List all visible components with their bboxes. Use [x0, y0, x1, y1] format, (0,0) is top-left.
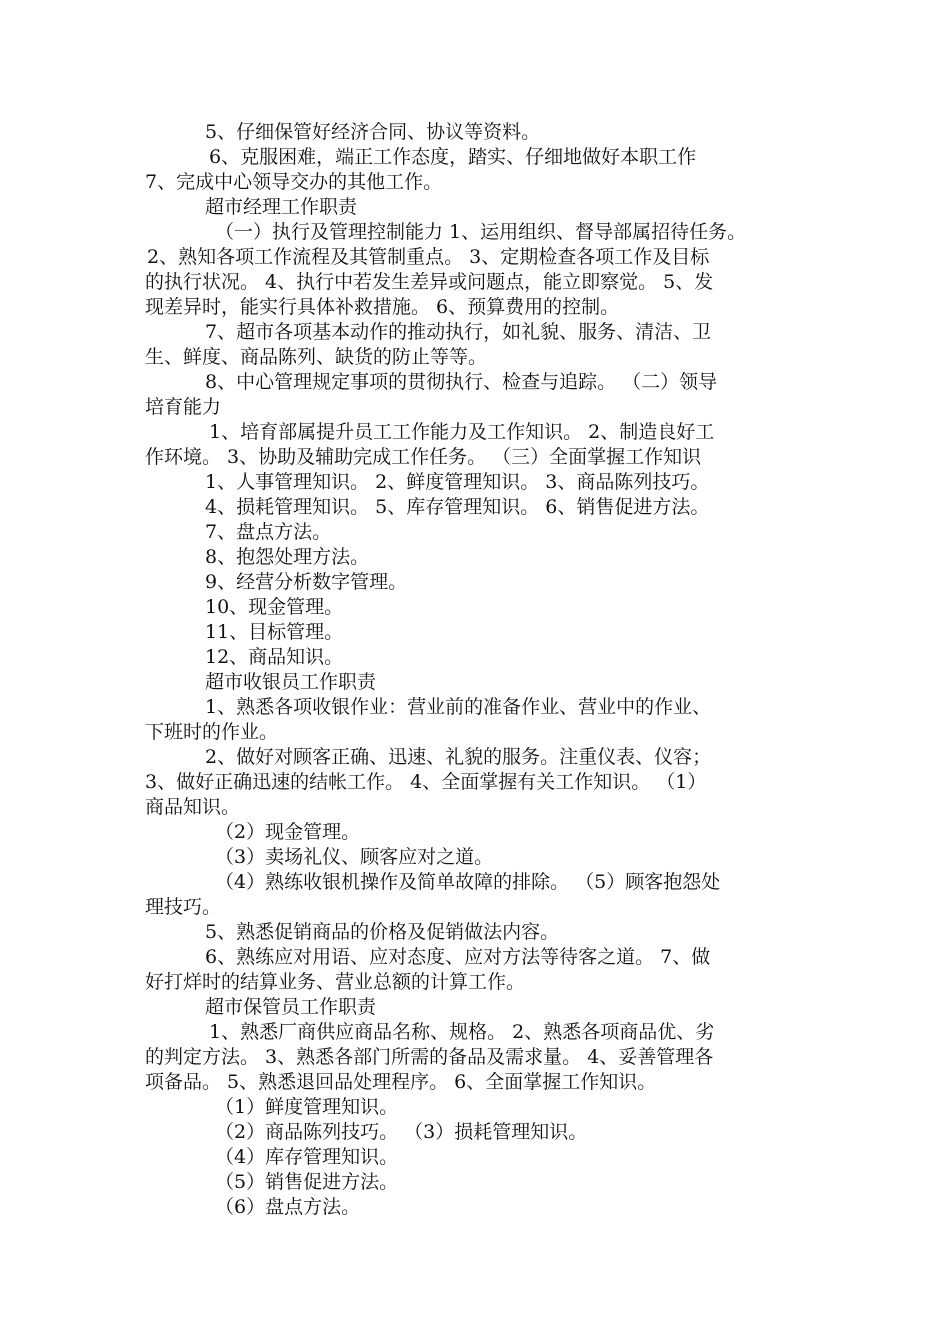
text-line: 1、培育部属提升员工工作能力及工作知识。 2、制造良好工: [209, 421, 715, 443]
text-line: 好打烊时的结算业务、营业总额的计算工作。: [145, 971, 526, 993]
text-line: 的判定方法。 3、熟悉各部门所需的备品及需求量。 4、妥善管理各: [145, 1046, 714, 1068]
text-line: （2）商品陈列技巧。 （3）损耗管理知识。: [215, 1121, 588, 1143]
text-line: （4）熟练收银机操作及简单故障的排除。 （5）顾客抱怨处: [215, 871, 721, 893]
text-line: 项备品。 5、熟悉退回品处理程序。 6、全面掌握工作知识。: [145, 1071, 657, 1093]
text-line: （3）卖场礼仪、顾客应对之道。: [215, 846, 494, 868]
text-line: 12、商品知识。: [205, 646, 344, 668]
text-line: （6）盘点方法。: [215, 1196, 361, 1218]
text-line: （2）现金管理。: [215, 821, 361, 843]
text-line: 7、完成中心领导交办的其他工作。: [145, 171, 443, 193]
text-line: 10、现金管理。: [205, 596, 344, 618]
text-line: 2、熟知各项工作流程及其管制重点。 3、定期检查各项工作及目标: [147, 246, 710, 268]
text-line: （一）执行及管理控制能力 1、运用组织、督导部属招待任务。: [215, 221, 747, 243]
text-line: 2、做好对顾客正确、迅速、礼貌的服务。注重仪表、仪容；: [205, 746, 712, 768]
text-line: 作环境。 3、协助及辅助完成工作任务。 （三）全面掌握工作知识: [145, 446, 702, 468]
text-line: 6、克服困难，端正工作态度，踏实、仔细地做好本职工作: [209, 146, 697, 168]
text-line: 5、熟悉促销商品的价格及促销做法内容。: [205, 921, 560, 943]
text-line: 下班时的作业。: [145, 721, 279, 743]
text-line: 的执行状况。 4、执行中若发生差异或问题点，能立即察觉。 5、发: [145, 271, 714, 293]
text-line: 8、中心管理规定事项的贯彻执行、检查与追踪。 （二）领导: [205, 371, 718, 393]
text-line: 7、超市各项基本动作的推动执行，如礼貌、服务、清洁、卫: [205, 321, 712, 343]
text-line: 生、鲜度、商品陈列、缺货的防止等等。: [145, 346, 488, 368]
text-line: 商品知识。: [145, 796, 241, 818]
text-line: 1、人事管理知识。 2、鲜度管理知识。 3、商品陈列技巧。: [205, 471, 710, 493]
text-line: 培育能力: [145, 396, 222, 418]
text-line: 1、熟悉各项收银作业：营业前的准备作业、营业中的作业、: [205, 696, 712, 718]
text-line: 5、仔细保管好经济合同、协议等资料。: [205, 121, 541, 143]
text-line: 8、抱怨处理方法。: [205, 546, 370, 568]
text-line: 3、做好正确迅速的结帐工作。 4、全面掌握有关工作知识。 （1）: [145, 771, 707, 793]
text-line: 超市保管员工作职责: [205, 996, 377, 1018]
text-line: 现差异时，能实行具体补救措施。 6、预算费用的控制。: [145, 296, 620, 318]
text-line: 11、目标管理。: [205, 621, 344, 643]
text-line: 1、熟悉厂商供应商品名称、规格。 2、熟悉各项商品优、劣: [209, 1021, 715, 1043]
text-line: 理技巧。: [145, 896, 222, 918]
text-line: 超市收银员工作职责: [205, 671, 377, 693]
text-line: （4）库存管理知识。: [215, 1146, 399, 1168]
text-line: （5）销售促进方法。: [215, 1171, 399, 1193]
text-line: 6、熟练应对用语、应对态度、应对方法等待客之道。 7、做: [205, 946, 711, 968]
text-line: 7、盘点方法。: [205, 521, 332, 543]
document-body: [145, 120, 813, 1220]
text-line: 9、经营分析数字管理。: [205, 571, 408, 593]
text-line: 4、损耗管理知识。 5、库存管理知识。 6、销售促进方法。: [205, 496, 710, 518]
text-line: （1）鲜度管理知识。: [215, 1096, 399, 1118]
text-line: 超市经理工作职责: [205, 196, 358, 218]
